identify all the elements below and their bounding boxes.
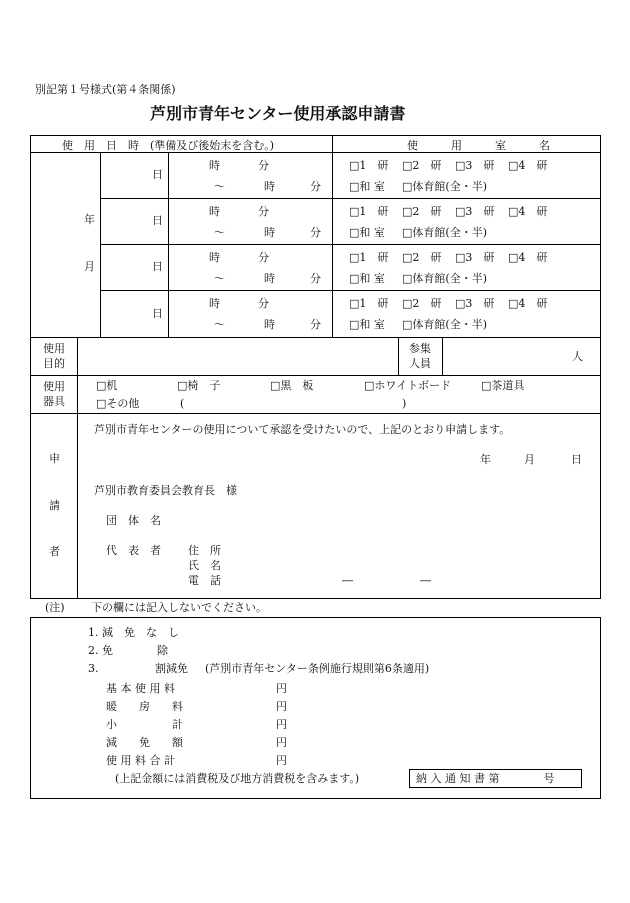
slot4-room4-checkbox[interactable]: □ 4 研 bbox=[508, 298, 547, 309]
total-fee-label: 使 用 料 合 計 bbox=[106, 754, 175, 767]
slot3-end-minute: 分 bbox=[310, 272, 321, 285]
desk-checkbox[interactable]: □ 机 bbox=[96, 380, 117, 391]
applicant-side-3: 者 bbox=[49, 545, 60, 558]
total-fee-yen: 円 bbox=[276, 754, 287, 767]
slot4-start-minute: 分 bbox=[258, 297, 269, 310]
attendees-label-2: 人員 bbox=[409, 357, 431, 370]
other-equipment-checkbox[interactable]: □ その他 bbox=[96, 398, 139, 409]
purpose-top-line bbox=[30, 337, 601, 338]
slot3-day: 日 bbox=[152, 260, 163, 273]
fee-option-exemption: 2. 免 除 bbox=[88, 644, 168, 657]
slot4-end-hour: 時 bbox=[264, 318, 275, 331]
purpose-label-2: 目的 bbox=[43, 357, 65, 370]
address-label: 住 所 bbox=[188, 544, 221, 557]
phone-label: 電 話 bbox=[188, 574, 221, 587]
slot-divider-1 bbox=[100, 198, 601, 199]
slot1-room3-checkbox[interactable]: □ 3 研 bbox=[455, 160, 494, 171]
purpose-label-1: 使用 bbox=[43, 342, 65, 355]
slot1-end-minute: 分 bbox=[310, 180, 321, 193]
slot1-room2-checkbox[interactable]: □ 2 研 bbox=[402, 160, 441, 171]
basic-fee-label: 基 本 使 用 料 bbox=[106, 682, 175, 695]
phone-dash-2: ― bbox=[420, 574, 431, 587]
slot4-gym-checkbox[interactable]: □ 体育館(全・半) bbox=[402, 319, 487, 330]
application-statement: 芦別市青年センターの使用について承認を受けたいので、上記のとおり申請します。 bbox=[94, 423, 511, 436]
slot1-room4-checkbox[interactable]: □ 4 研 bbox=[508, 160, 547, 171]
note-text: 下の欄には記入しないでください。 bbox=[91, 601, 267, 614]
slot4-room3-checkbox[interactable]: □ 3 研 bbox=[455, 298, 494, 309]
slot2-end-hour: 時 bbox=[264, 226, 275, 239]
slot1-day: 日 bbox=[152, 168, 163, 181]
application-year: 年 bbox=[480, 453, 491, 466]
slot2-room4-checkbox[interactable]: □ 4 研 bbox=[508, 206, 547, 217]
name-label: 氏 名 bbox=[188, 559, 221, 572]
slot2-washitsu-checkbox[interactable]: □ 和 室 bbox=[349, 227, 385, 238]
addressee: 芦別市教育委員会教育長 様 bbox=[94, 484, 237, 497]
slot3-start-hour: 時 bbox=[209, 251, 220, 264]
form-reference: 別記第１号様式(第４条関係) bbox=[35, 83, 176, 96]
representative-label: 代 表 者 bbox=[106, 544, 161, 557]
slot2-room2-checkbox[interactable]: □ 2 研 bbox=[402, 206, 441, 217]
note-mark: (注) bbox=[45, 601, 65, 614]
slot3-tilde: ～ bbox=[214, 272, 225, 285]
heating-fee-label: 暖 房 料 bbox=[106, 700, 183, 713]
equipment-label-1: 使用 bbox=[43, 380, 65, 393]
applicant-top-line bbox=[30, 413, 601, 414]
slot1-start-hour: 時 bbox=[209, 159, 220, 172]
attendees-label-1: 参集 bbox=[409, 342, 431, 355]
slot4-day: 日 bbox=[152, 307, 163, 320]
reduction-label: 減 免 額 bbox=[106, 736, 183, 749]
slot3-room1-checkbox[interactable]: □ 1 研 bbox=[349, 252, 388, 263]
slot3-washitsu-checkbox[interactable]: □ 和 室 bbox=[349, 273, 385, 284]
slot1-room1-checkbox[interactable]: □ 1 研 bbox=[349, 160, 388, 171]
slot-divider-2 bbox=[100, 244, 601, 245]
slot2-tilde: ～ bbox=[214, 226, 225, 239]
attendees-unit: 人 bbox=[572, 350, 583, 363]
slot2-day: 日 bbox=[152, 214, 163, 227]
application-month: 月 bbox=[524, 453, 535, 466]
slot4-tilde: ～ bbox=[214, 318, 225, 331]
slot-divider-3 bbox=[100, 290, 601, 291]
tea-set-checkbox[interactable]: □ 茶道具 bbox=[481, 380, 524, 391]
subtotal-label: 小 計 bbox=[106, 718, 183, 731]
heating-fee-yen: 円 bbox=[276, 700, 287, 713]
header-divider bbox=[30, 152, 601, 153]
payment-notice-label: 納 入 通 知 書 第 号 bbox=[416, 772, 555, 785]
slot4-room1-checkbox[interactable]: □ 1 研 bbox=[349, 298, 388, 309]
date-time-header: 使 用 日 時 (準備及び後始末を含む。) bbox=[62, 139, 275, 152]
page-title: 芦別市青年センター使用承認申請書 bbox=[150, 104, 406, 123]
room-column-divider bbox=[332, 135, 333, 337]
blackboard-checkbox[interactable]: □ 黒 板 bbox=[270, 380, 313, 391]
other-paren-close: ) bbox=[402, 397, 407, 410]
equipment-label-2: 器具 bbox=[43, 395, 65, 408]
slot2-start-hour: 時 bbox=[209, 205, 220, 218]
slot3-room2-checkbox[interactable]: □ 2 研 bbox=[402, 252, 441, 263]
slot2-start-minute: 分 bbox=[258, 205, 269, 218]
slot4-start-hour: 時 bbox=[209, 297, 220, 310]
slot3-start-minute: 分 bbox=[258, 251, 269, 264]
applicant-side-2: 請 bbox=[49, 499, 60, 512]
fee-option-partial-label: 割減免 bbox=[155, 662, 188, 675]
slot1-tilde: ～ bbox=[214, 180, 225, 193]
subtotal-yen: 円 bbox=[276, 718, 287, 731]
whiteboard-checkbox[interactable]: □ ホワイトボード bbox=[364, 380, 451, 391]
slot3-end-hour: 時 bbox=[264, 272, 275, 285]
phone-dash-1: ― bbox=[342, 574, 353, 587]
year-label: 年 bbox=[84, 213, 95, 226]
equipment-top-line bbox=[30, 375, 601, 376]
fee-option-no-reduction: 1. 減 免 な し bbox=[88, 626, 179, 639]
slot3-gym-checkbox[interactable]: □ 体育館(全・半) bbox=[402, 273, 487, 284]
tax-note: (上記金額には消費税及び地方消費税を含みます。) bbox=[115, 772, 360, 785]
reduction-yen: 円 bbox=[276, 736, 287, 749]
other-paren-open: ( bbox=[180, 397, 185, 410]
slot2-room1-checkbox[interactable]: □ 1 研 bbox=[349, 206, 388, 217]
attendee-label-divider bbox=[442, 337, 443, 375]
slot2-gym-checkbox[interactable]: □ 体育館(全・半) bbox=[402, 227, 487, 238]
fee-option-partial-note: (芦別市青年センター条例施行規則第6条適用) bbox=[205, 662, 430, 675]
slot2-room3-checkbox[interactable]: □ 3 研 bbox=[455, 206, 494, 217]
slot1-gym-checkbox[interactable]: □ 体育館(全・半) bbox=[402, 181, 487, 192]
left-label-divider bbox=[77, 337, 78, 598]
purpose-attendee-divider bbox=[398, 337, 399, 375]
slot1-washitsu-checkbox[interactable]: □ 和 室 bbox=[349, 181, 385, 192]
application-day: 日 bbox=[571, 453, 582, 466]
basic-fee-yen: 円 bbox=[276, 682, 287, 695]
slot3-room4-checkbox[interactable]: □ 4 研 bbox=[508, 252, 547, 263]
slot1-start-minute: 分 bbox=[258, 159, 269, 172]
slot4-room2-checkbox[interactable]: □ 2 研 bbox=[402, 298, 441, 309]
slot4-end-minute: 分 bbox=[310, 318, 321, 331]
chair-checkbox[interactable]: □ 椅 子 bbox=[177, 380, 220, 391]
slot4-washitsu-checkbox[interactable]: □ 和 室 bbox=[349, 319, 385, 330]
month-label: 月 bbox=[84, 260, 95, 273]
group-name-label: 団 体 名 bbox=[106, 514, 161, 527]
applicant-side-1: 申 bbox=[49, 452, 60, 465]
fee-option-partial-number: 3. bbox=[88, 662, 99, 675]
room-name-header: 使 用 室 名 bbox=[407, 139, 550, 152]
slot2-end-minute: 分 bbox=[310, 226, 321, 239]
slot1-end-hour: 時 bbox=[264, 180, 275, 193]
slot3-room3-checkbox[interactable]: □ 3 研 bbox=[455, 252, 494, 263]
